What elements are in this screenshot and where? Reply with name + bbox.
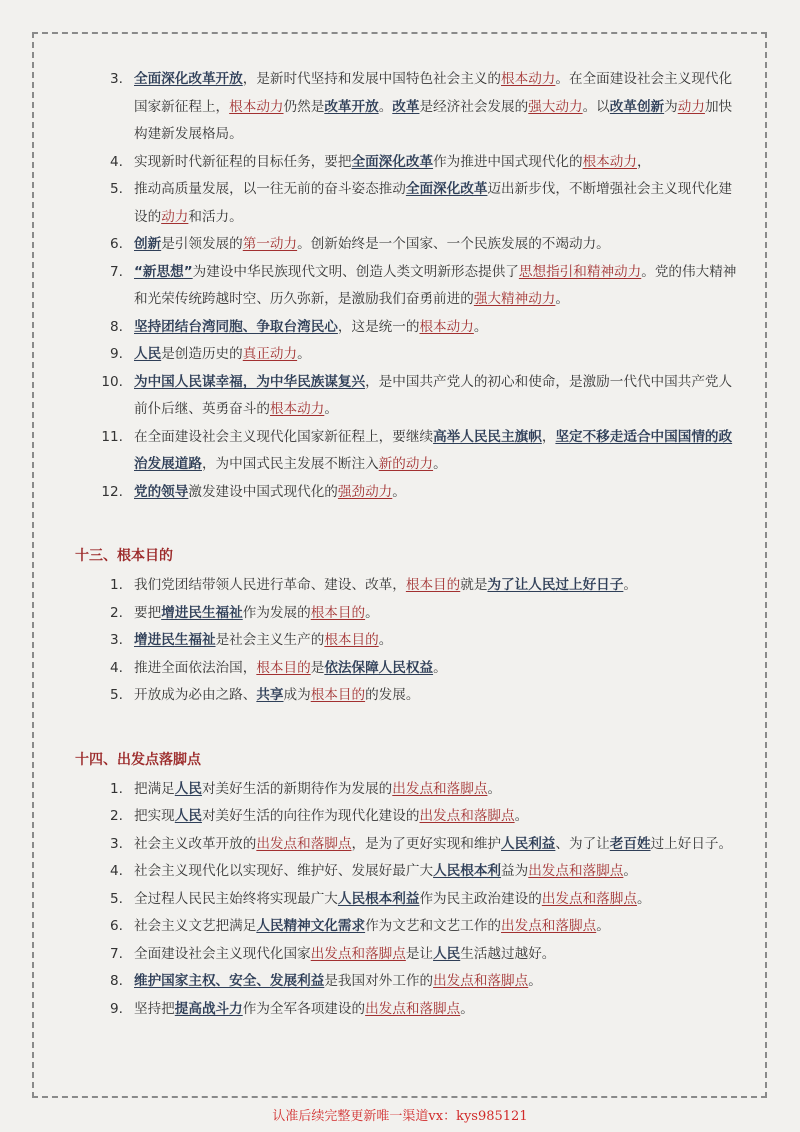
text-segment: 。 — [460, 1000, 474, 1017]
text-segment: 。 — [378, 632, 393, 648]
text-segment: ， — [636, 153, 651, 170]
list-item — [75, 886, 745, 914]
list-item — [75, 572, 745, 600]
bold-keyword: 提高战斗力 — [174, 1000, 243, 1017]
bold-keyword: 人民 — [134, 346, 162, 362]
text-segment: 。 — [365, 604, 379, 621]
item-number: 6. — [110, 236, 123, 252]
bold-keyword: 全面深化改革 — [405, 181, 488, 197]
item-number: 2. — [110, 604, 123, 621]
item-number: 8. — [110, 973, 123, 989]
item-number: 4. — [110, 863, 123, 879]
bold-keyword: 坚定不移走适合中国国情的政治发展道路 — [134, 428, 733, 472]
text-segment: 。 — [297, 346, 311, 362]
list-item — [75, 231, 745, 259]
text-segment: 是让 — [405, 945, 434, 962]
numbered-list — [75, 776, 745, 1024]
text-segment: 。 — [636, 890, 651, 907]
highlight-term: 动力 — [677, 98, 705, 115]
text-segment: 是创造历史的 — [161, 346, 243, 362]
list-item — [75, 369, 745, 424]
item-number: 10. — [101, 373, 123, 390]
text-segment: 益为 — [501, 863, 529, 879]
highlight-term: 出发点和落脚点 — [528, 863, 624, 879]
item-number: 5. — [110, 687, 123, 703]
bold-keyword: 为了让人民过上好日子 — [487, 577, 624, 593]
highlight-term: 强大动力 — [528, 98, 583, 115]
list-item — [75, 149, 745, 177]
item-number: 4. — [110, 659, 123, 676]
highlight-term: 出发点和落脚点 — [419, 808, 515, 824]
numbered-list — [75, 572, 745, 710]
footer-watermark: 认准后续完整更新唯一渠道vx：kys985121 — [272, 1109, 528, 1124]
item-number: 9. — [110, 346, 123, 362]
text-segment: 迈出新步伐，不断增强社会主义现代化建设的 — [134, 181, 733, 225]
list-item — [75, 776, 745, 804]
highlight-term: 强劲动力 — [337, 483, 393, 500]
bold-keyword: 人民精神文化需求 — [256, 918, 366, 934]
text-segment: 在全面建设社会主义现代化国家新征程上，要继续 — [134, 428, 434, 445]
text-segment: 。 — [555, 291, 569, 307]
bold-keyword: 共享 — [256, 687, 284, 703]
text-segment: 作为推进中国式现代化的 — [433, 153, 583, 170]
item-number: 5. — [110, 181, 123, 197]
highlight-term: 根本动力 — [501, 71, 556, 87]
section-0 — [75, 66, 745, 506]
highlight-term: 第一动力 — [242, 236, 298, 252]
bold-keyword: 维护国家主权、安全、发展利益 — [134, 973, 325, 989]
bold-keyword: 为中国人民谋幸福，为中华民族谋复兴 — [134, 373, 366, 390]
text-segment: 作为民主政治建设的 — [419, 890, 542, 907]
item-number: 6. — [110, 918, 123, 934]
text-segment: 是 — [310, 659, 325, 676]
bold-keyword: 增进民生福祉 — [161, 604, 243, 621]
item-number: 3. — [110, 835, 123, 852]
list-item — [75, 968, 745, 996]
item-number: 7. — [110, 945, 123, 962]
text-segment: 仍然是 — [283, 98, 325, 115]
item-number: 9. — [110, 1000, 123, 1017]
text-segment: 把实现 — [134, 808, 175, 824]
bold-keyword: 改革开放 — [324, 98, 379, 115]
item-number: 3. — [110, 71, 123, 87]
text-segment: 加快构建新发展格局。 — [134, 98, 733, 142]
text-segment: 是我国对外工作的 — [324, 973, 434, 989]
text-segment: 是经济社会发展的 — [419, 98, 529, 115]
text-segment: 。 — [596, 918, 610, 934]
text-segment: 。 — [433, 456, 447, 472]
bold-keyword: 坚持团结台湾同胞、争取台湾民心 — [134, 318, 338, 335]
text-segment: 推进全面依法治国， — [134, 659, 257, 676]
highlight-term: 根本动力 — [229, 98, 284, 115]
text-segment: 、为了让 — [555, 835, 610, 852]
text-segment: 为 — [664, 98, 678, 115]
bold-keyword: 人民 — [174, 780, 202, 797]
text-segment: 过上好日子。 — [650, 835, 733, 852]
text-segment: 成为 — [283, 687, 311, 703]
highlight-term: 根本目的 — [310, 687, 366, 703]
list-item — [75, 803, 745, 831]
highlight-term: 根本目的 — [256, 659, 311, 676]
text-segment: 社会主义改革开放的 — [134, 835, 257, 852]
highlight-term: 根本目的 — [324, 632, 379, 648]
highlight-term: 思想指引和精神动力 — [518, 263, 642, 280]
list-item — [75, 655, 745, 683]
list-item — [75, 479, 745, 507]
item-number: 8. — [110, 318, 123, 335]
text-segment: ，是为了更好实现和维护 — [351, 835, 502, 852]
list-item — [75, 831, 745, 859]
highlight-term: 出发点和落脚点 — [541, 890, 637, 907]
text-segment: 对美好生活的新期待作为发展的 — [201, 780, 393, 797]
text-segment: 。 — [514, 808, 529, 824]
item-number: 1. — [110, 780, 123, 797]
item-number: 3. — [110, 632, 123, 648]
section-2 — [75, 746, 745, 1024]
bold-keyword: 创新 — [134, 236, 162, 252]
item-number: 4. — [110, 153, 123, 170]
item-number: 11. — [101, 428, 123, 445]
text-segment: 实现新时代新征程的目标任务，要把 — [134, 153, 352, 170]
list-item — [75, 996, 745, 1024]
list-item — [75, 341, 745, 369]
text-segment: 和活力。 — [188, 208, 243, 225]
text-segment: 的发展。 — [365, 687, 420, 703]
list-item — [75, 682, 745, 710]
list-item — [75, 176, 745, 231]
bold-keyword: 高举人民民主旗帜 — [433, 428, 542, 445]
text-segment: 。以 — [582, 98, 610, 115]
list-item — [75, 941, 745, 969]
list-item — [75, 913, 745, 941]
highlight-term: 根本动力 — [269, 401, 325, 417]
text-segment: 激发建设中国式现代化的 — [188, 483, 338, 500]
item-number: 5. — [110, 890, 123, 907]
text-segment: 作为发展的 — [242, 604, 311, 621]
text-segment: 我们党团结带领人民进行革命、建设、改革， — [134, 577, 406, 593]
highlight-term: 出发点和落脚点 — [365, 1000, 461, 1017]
highlight-term: 根本目的 — [405, 577, 461, 593]
text-segment: 。 — [392, 483, 406, 500]
text-segment: 社会主义现代化以实现好、维护好、发展好最广大 — [134, 863, 434, 879]
text-segment: 。 — [528, 973, 542, 989]
list-item — [75, 600, 745, 628]
document-body — [75, 66, 745, 1023]
text-segment: 全面建设社会主义现代化国家 — [134, 945, 311, 962]
section-title: 十四、出发点落脚点 — [75, 751, 201, 768]
highlight-term: 动力 — [161, 208, 189, 225]
text-segment: 开放成为必由之路、 — [134, 687, 257, 703]
bold-keyword: 人民根本利益 — [337, 890, 420, 907]
section-title: 十三、根本目的 — [75, 548, 173, 564]
highlight-term: 根本动力 — [582, 153, 637, 170]
text-segment: 。 — [623, 577, 637, 593]
bold-keyword: 老百姓 — [609, 835, 651, 852]
text-segment: 为建设中华民族现代文明、创造人类文明新形态提供了 — [192, 263, 519, 280]
list-item — [75, 259, 745, 314]
bold-keyword: 全面深化改革 — [351, 153, 434, 170]
text-segment: ， — [541, 428, 556, 445]
text-segment: 。党的伟大精神和光荣传统跨越时空、历久弥新，是激励我们奋勇前进的 — [134, 263, 737, 307]
text-segment: 坚持把 — [134, 1000, 175, 1017]
list-item — [75, 627, 745, 655]
highlight-term: 出发点和落脚点 — [501, 918, 597, 934]
text-segment: 社会主义文艺把满足 — [134, 918, 257, 934]
text-segment: 把满足 — [134, 780, 175, 797]
text-segment: 全过程人民民主始终将实现最广大 — [134, 890, 338, 907]
item-number: 7. — [110, 263, 123, 280]
list-item — [75, 858, 745, 886]
highlight-term: 根本动力 — [419, 318, 474, 335]
highlight-term: 出发点和落脚点 — [433, 973, 529, 989]
text-segment: 。 — [378, 98, 393, 115]
text-segment: ，为中国式民主发展不断注入 — [201, 456, 379, 472]
text-segment: 是引领发展的 — [161, 236, 243, 252]
text-segment: ，是中国共产党人的初心和使命，是激励一代代中国共产党人前仆后继、英勇奋斗的 — [134, 373, 733, 417]
section-1 — [75, 542, 745, 710]
highlight-term: 根本目的 — [310, 604, 366, 621]
text-segment: 对美好生活的向往作为现代化建设的 — [201, 808, 420, 824]
highlight-term: 出发点和落脚点 — [256, 835, 352, 852]
text-segment: 作为文艺和文艺工作的 — [365, 918, 502, 934]
text-segment: 。 — [623, 863, 637, 879]
text-segment: 生活越过越好。 — [460, 945, 556, 962]
list-item — [75, 66, 745, 149]
bold-keyword: 依法保障人民权益 — [324, 659, 434, 676]
bold-keyword: 全面深化改革开放 — [134, 71, 243, 87]
text-segment: ，这是统一的 — [337, 318, 420, 335]
bold-keyword: 改革创新 — [609, 98, 665, 115]
bold-keyword: 增进民生福祉 — [134, 632, 216, 648]
bold-keyword: 人民 — [433, 945, 461, 962]
text-segment: 。 — [473, 318, 488, 335]
text-segment: 推动高质量发展，以一往无前的奋斗姿态推动 — [134, 181, 406, 197]
text-segment: 。在全面建设社会主义现代化国家新征程上， — [134, 71, 733, 115]
bold-keyword: “新思想” — [134, 263, 193, 280]
text-segment: 作为全军各项建设的 — [242, 1000, 366, 1017]
bold-keyword: 改革 — [392, 98, 420, 115]
text-segment: 是社会主义生产的 — [215, 632, 325, 648]
numbered-list — [75, 66, 745, 506]
highlight-term: 真正动力 — [242, 346, 298, 362]
text-segment: 。 — [487, 780, 502, 797]
highlight-term: 出发点和落脚点 — [310, 945, 406, 962]
highlight-term: 新的动力 — [378, 456, 434, 472]
text-segment: 。 — [433, 659, 447, 676]
item-number: 1. — [110, 577, 123, 593]
bold-keyword: 人民利益 — [501, 835, 556, 852]
text-segment: ，是新时代坚持和发展中国特色社会主义的 — [242, 71, 502, 87]
highlight-term: 强大精神动力 — [473, 291, 556, 307]
list-item — [75, 424, 745, 479]
bold-keyword: 人民 — [174, 808, 202, 824]
bold-keyword: 人民根本利 — [433, 863, 502, 879]
item-number: 2. — [110, 808, 123, 824]
text-segment: 就是 — [460, 577, 488, 593]
text-segment: 。 — [324, 401, 338, 417]
text-segment: 。创新始终是一个国家、一个民族发展的不竭动力。 — [297, 236, 610, 252]
text-segment: 要把 — [134, 604, 162, 621]
bold-keyword: 党的领导 — [134, 483, 189, 500]
item-number: 12. — [101, 483, 123, 500]
list-item — [75, 314, 745, 342]
highlight-term: 出发点和落脚点 — [392, 780, 488, 797]
